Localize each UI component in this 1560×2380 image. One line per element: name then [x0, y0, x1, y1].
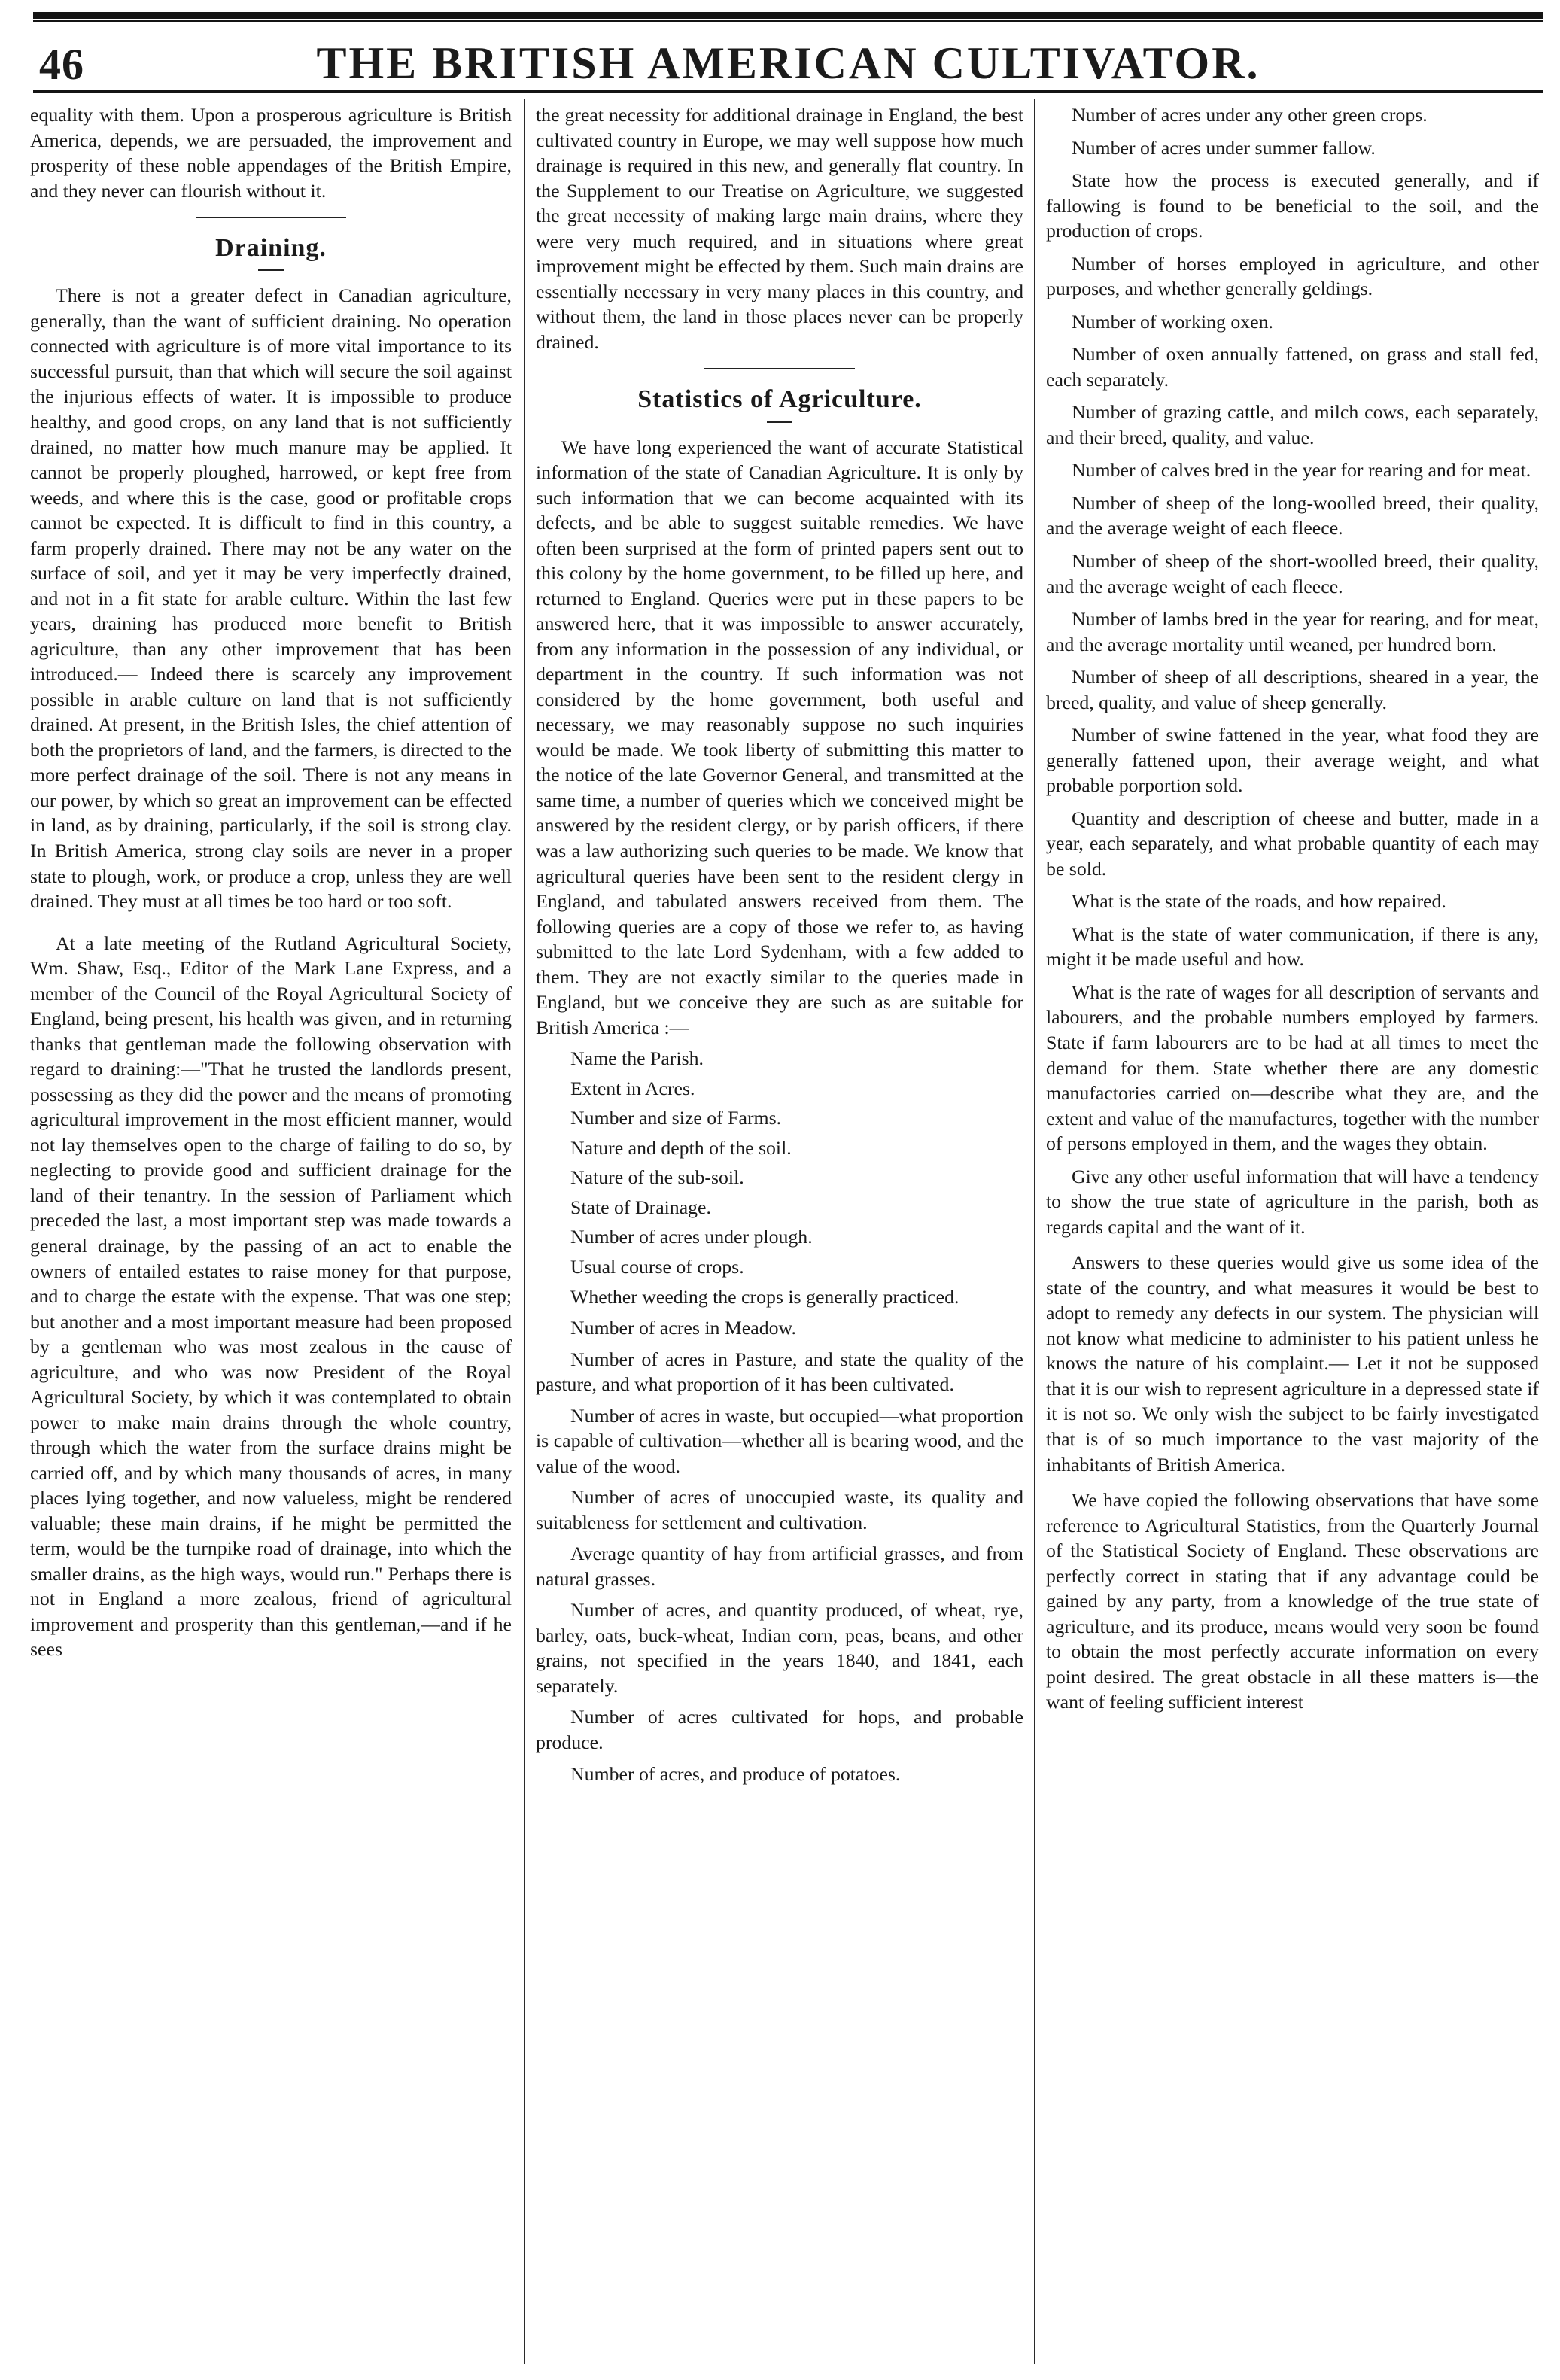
query-item: State of Drainage. [570, 1196, 711, 1218]
query-item: Number of acres, and quantity produced, of wheat, rye, barley, oats, buck-wheat, Indian corn, peas, beans, and other grains, not specified in the years 1840, and 1841, each separately. [536, 1599, 1023, 1697]
query-item: Number of sheep of all descriptions, sheared in a year, the breed, quality, and value of sheep generally. [1046, 666, 1539, 713]
query-item: Average quantity of hay from artificial grasses, and from natural grasses. [536, 1543, 1023, 1590]
query-item: Number of acres in Pasture, and state the quality of the pasture, and what proportion of it has been cultivated. [536, 1348, 1023, 1396]
statistics-paragraph: Answers to these queries would give us some idea of the state of the country, and what measures it would be best to adopt to remedy any defects in our system. The physician will not know what medicine to administer to his patient unless he knows the nature of his complaint.— Let it not be supposed that it is our wish to represent agriculture in a depressed state if it is not so. We only wish the subject to be fairly investigated that is of so much importance to the vast majority of the inhabitants of British America. [1046, 1251, 1539, 1476]
statistics-paragraph: We have long experienced the want of accurate Statistical information of the state of Canadian Agriculture. It is only by such information that we can become acquainted with its defects, and be able to suggest suitable remedies. We have often been surprised at the form of printed papers sent out to this colony by the home government, to be filled up here, and returned to England. Queries were put in these papers to be answered here, that it was impossible to answer accurately, from any information in the possession of any individual, or department in the country. If such information was not considered by the home government, both useful and necessary, we may reasonably suppose no such inquiries would be made. We took liberty of submitting this matter to the notice of the late Governor General, and transmitted at the same time, a number of queries which we conceived might be answered by the resident clergy, or by parish officers, if there was a law authorizing such queries to be made. We know that agricultural queries have been sent to the resident clergy in England, and tabulated answers received from them. The following queries are a copy of those we refer to, as having submitted to the late Lord Sydenham, with a few added to them. They are not exactly similar to the queries made in England, but we conceive they are such as are suitable for British America :— [536, 436, 1023, 1038]
query-item: Whether weeding the crops is generally practiced. [570, 1285, 959, 1308]
column-divider-1 [524, 99, 525, 2364]
masthead-top-rule [33, 12, 1543, 22]
section-divider [196, 217, 346, 218]
query-item: Nature of the sub-soil. [570, 1166, 744, 1189]
heading-dash [767, 421, 792, 423]
query-item: Number of swine fattened in the year, what food they are generally fattened upon, their average weight, and what probable porportion sold. [1046, 724, 1539, 797]
query-item: Number of horses employed in agriculture, and other purposes, and whether generally geldings. [1046, 252, 1539, 300]
page-number: 46 [39, 40, 84, 89]
query-item: Number of acres under plough. [570, 1226, 813, 1248]
newspaper-title: THE BRITISH AMERICAN CULTIVATOR. [316, 38, 1260, 88]
query-item: Number of acres under summer fallow. [1072, 136, 1376, 159]
query-item: Number of acres of unoccupied waste, its quality and suitableness for settlement and cultivation. [536, 1486, 1023, 1533]
query-item: Give any other useful information that will have a tendency to show the true state of agriculture in the parish, both as regards capital and the want of it. [1046, 1165, 1539, 1238]
query-item: Number of acres under any other green crops. [1072, 104, 1428, 126]
query-item: Number of grazing cattle, and milch cows, each separately, and their breed, quality, and value. [1046, 401, 1539, 448]
query-item: Number of sheep of the short-woolled breed, their quality, and the average weight of each fleece. [1046, 549, 1539, 597]
column-2 [536, 102, 1023, 1792]
section-divider [704, 368, 855, 369]
query-item: Number of acres cultivated for hops, and probable produce. [536, 1706, 1023, 1753]
query-item: Number of working oxen. [1072, 310, 1273, 333]
query-item: Number of acres in Meadow. [570, 1317, 796, 1339]
query-item: Number of calves bred in the year for rearing and for meat. [1072, 459, 1531, 482]
query-item: State how the process is executed generally, and if fallowing is found to be beneficial to the soil, and the production of crops. [1046, 169, 1539, 242]
draining-continuation: the great necessity for additional drainage in England, the best cultivated country in Europe, we may well suppose how much drainage is required in this new, and generally flat country. In the Supplement to our Treatise on Agriculture, we suggested the great necessity of making large main drains, where they were very much required, and in situations where great improvement might be effected by them. Such main drains are essentially necessary in very many places in this country, and without them, the land in those places never can be properly drained. [536, 104, 1023, 353]
query-item: Name the Parish. [570, 1047, 704, 1070]
column-divider-2 [1034, 99, 1035, 2364]
intro-paragraph: equality with them. Upon a prosperous agriculture is British America, depends, we are persuaded, the improvement and prosperity of these noble appendages of the British Empire, and they never can flourish without it. [30, 104, 512, 202]
query-item: What is the state of the roads, and how repaired. [1072, 890, 1446, 913]
query-item: Extent in Acres. [570, 1077, 695, 1099]
query-item: Nature and depth of the soil. [570, 1136, 792, 1159]
query-item: Number of lambs bred in the year for rearing, and for meat, and the average mortality until weaned, per hundred born. [1046, 608, 1539, 655]
heading-dash [258, 269, 284, 271]
query-item: Number and size of Farms. [570, 1107, 782, 1129]
masthead-bottom-rule [33, 90, 1543, 93]
query-item: What is the rate of wages for all description of servants and labourers, and the probable numbers employed by farmers. State if farm labourers are to be had at all times to meet the demand for them. State whether there are any domestic manufactories carried on—describe what they are, and the extent and value of the manufactures, together with the number of persons employed in them, and the wages they obtain. [1046, 980, 1539, 1155]
draining-paragraph: There is not a greater defect in Canadian agriculture, generally, than the want of sufficient draining. No operation connected with agriculture is of more vital importance to its successful pursuit, than that which will secure the soil against the injurious effects of water. It is impossible to produce healthy, and good crops, on any land that is not sufficiently drained, no matter how much manure may be applied. It cannot be properly ploughed, harrowed, or kept free from weeds, and where this is the case, good or profitable crops cannot be expected. It is difficult to find in this country, a farm properly drained. There may not be any water on the surface of soil, and yet it may be very imperfectly drained, and not in a fit state for arable culture. Within the last few years, draining has produced more benefit to British agriculture, than any other improvement that has been introduced.— Indeed there is scarcely any improvement possible in arable culture on land that is not sufficiently drained. At present, in the British Isles, the chief attention of both the proprietors of land, and the farmers, is directed to the more perfect drainage of the soil. There is not any means in our power, by which so great an improvement can be effected in land, as by draining, particularly, if the soil is strong clay. In British America, strong clay soils are never in a proper state to plough, work, or produce a crop, unless they are well drained. They must at all times be too hard or too soft. [30, 284, 512, 913]
section-heading-draining: Draining. [215, 234, 327, 263]
statistics-paragraph: We have copied the following observations that have some reference to Agricultural Statistics, from the Quarterly Journal of the Statistical Society of England. These observations are perfectly correct in stating that if any advantage could be gained by any party, from a knowledge of the true state of agriculture, and its produce, means would very soon be found to obtain the most perfectly accurate information on every point desired. The great obstacle in all these matters is—the want of feeling sufficient interest [1046, 1489, 1539, 1713]
query-item: What is the state of water communication, if there is any, might it be made useful and how. [1046, 923, 1539, 971]
query-item: Number of acres in waste, but occupied—what proportion is capable of cultivation—whether all is bearing wood, and the value of the wood. [536, 1404, 1023, 1477]
query-item: Usual course of crops. [570, 1255, 744, 1278]
query-item: Number of sheep of the long-woolled breed, their quality, and the average weight of each fleece. [1046, 491, 1539, 540]
section-heading-statistics: Statistics of Agriculture. [637, 385, 922, 414]
draining-paragraph: At a late meeting of the Rutland Agricultural Society, Wm. Shaw, Esq., Editor of the Mark Lane Express, and a member of the Council of the Royal Agricultural Society of England, being present, his health was given, and in returning thanks that gentleman made the following observation with regard to draining:—"That he trusted the landlords present, possessing as they did the power and the means of promoting agricultural improvement in the most efficient manner, would not lay themselves open to the charge of failing to do so, by neglecting to provide good and sufficient drainage for the land of their tenantry. In the session of Parliament which preceded the last, a most important step was made towards a general drainage, by the passing of an act to enable the owners of entailed estates to raise money for that purpose, and to charge the estate with the expense. That was one step; but another and a most important measure had been proposed by a gentleman who was most zealous in the cause of agriculture, and who was now President of the Royal Agricultural Society, by which it was contemplated to obtain power to make main drains through the whole country, through which the water from the surface drains might be carried off, and by which many thousands of acres, in many places lying together, and now valueless, might be rendered valuable; these main drains, if he might be permitted the term, would be the turnpike road of drainage, into which the smaller drains, as the high ways, would run." Perhaps there is not in England a more zealous, friend of agricultural improvement and prosperity than this gentleman,—and if he sees [30, 932, 512, 1661]
masthead [33, 35, 1543, 90]
column-1 [30, 102, 512, 1668]
column-3 [1046, 102, 1539, 1721]
query-item: Quantity and description of cheese and butter, made in a year, each separately, and what probable quantity of each may be sold. [1046, 807, 1539, 880]
query-item: Number of acres, and produce of potatoes. [570, 1762, 901, 1785]
query-item: Number of oxen annually fattened, on grass and stall fed, each separately. [1046, 343, 1539, 391]
